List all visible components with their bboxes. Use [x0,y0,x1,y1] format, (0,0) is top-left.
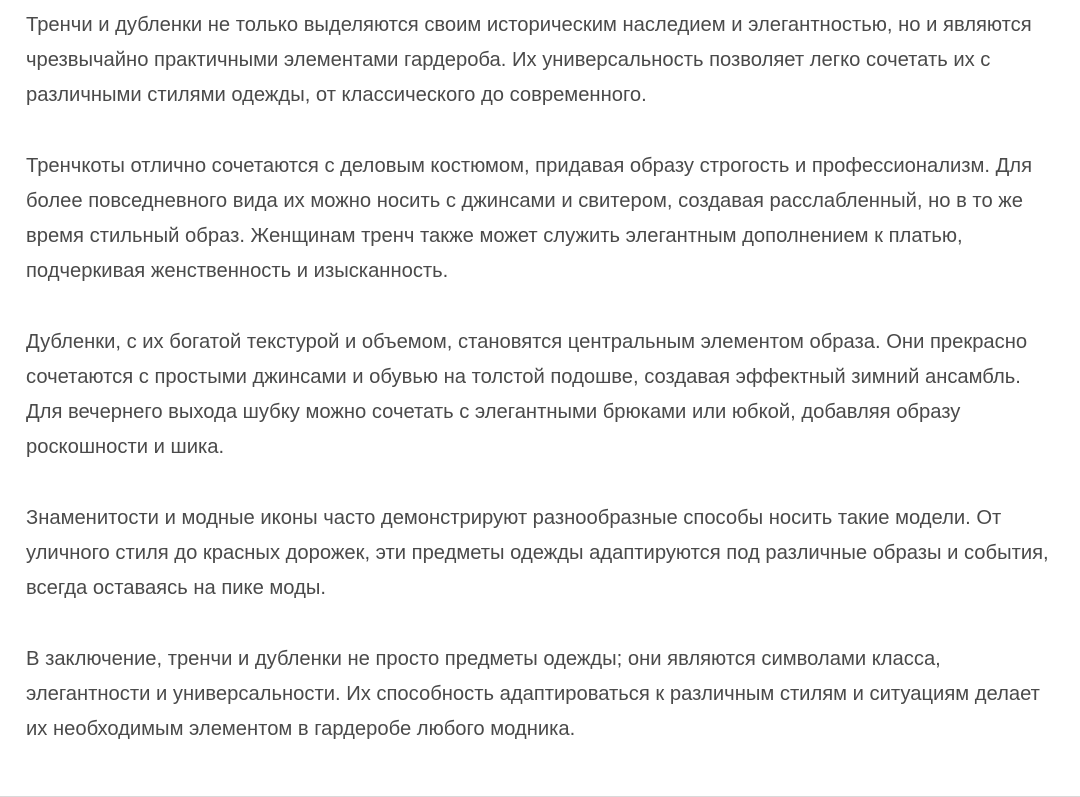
article-paragraph-5: В заключение, тренчи и дубленки не просто предметы одежды; они являются символами класса, элегантности и универсальности. Их способность адаптироваться к различным стилям и ситуациям делает их необходимым элементом в гардеробе любого модника. [26,647,1040,740]
article-paragraph-1: Тренчи и дубленки не только выделяются своим историческим наследием и элегантностью, но и являются чрезвычайно практичными элементами гардероба. Их универсальность позволяет легко сочетать их с различными стилями одежды, от классического до современного. [26,14,1032,107]
article-paragraph-3: Дубленки, с их богатой текстурой и объемом, становятся центральным элементом образа. Они прекрасно сочетаются с простыми джинсами и обувью на толстой подошве, создавая эффектный зимний ансамбль. Для вечернего выхода шубку можно сочетать с элегантными брюками или юбкой, добавляя образу роскошности и шика. [26,330,1028,459]
article-body [26,8,1056,747]
article-paragraph-4: Знаменитости и модные иконы часто демонстрируют разнообразные способы носить такие модели. От уличного стиля до красных дорожек, эти предметы одежды адаптируются под различные образы и события, всегда оставаясь на пике моды. [26,506,1049,600]
article-paragraph-2: Тренчкоты отлично сочетаются с деловым костюмом, придавая образу строгость и профессионализм. Для более повседневного вида их можно носить с джинсами и свитером, создавая расслабленный, но в то же время стильный образ. Женщинам тренч также может служить элегантным дополнением к платью, подчеркивая женственность и изысканность. [26,154,1033,283]
